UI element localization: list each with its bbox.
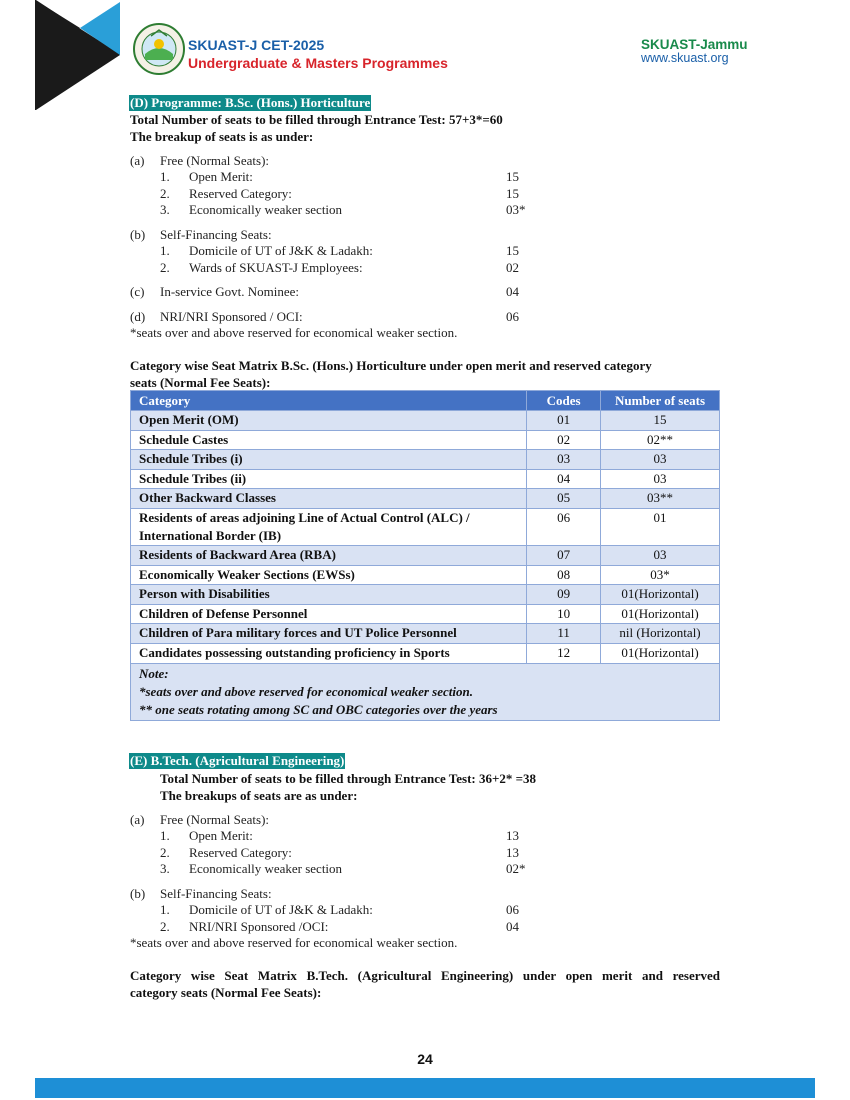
d-free-value-3: 03* xyxy=(506,202,526,217)
row-seats: 01(Horizontal) xyxy=(601,604,720,624)
d-matrix-title-line-2: seats (Normal Fee Seats): xyxy=(130,375,271,390)
d-inservice-title: In-service Govt. Nominee: xyxy=(160,284,299,299)
row-category: Schedule Tribes (ii) xyxy=(131,469,527,489)
table-row xyxy=(131,565,720,585)
row-seats: 03* xyxy=(601,565,720,585)
table-row xyxy=(131,604,720,624)
row-category: Children of Defense Personnel xyxy=(131,604,527,624)
row-seats: 03** xyxy=(601,489,720,509)
table-row xyxy=(131,430,720,450)
row-category: Children of Para military forces and UT Police Personnel xyxy=(131,624,527,644)
d-nri-title: NRI/NRI Sponsored / OCI: xyxy=(160,309,303,324)
row-seats: 03 xyxy=(601,450,720,470)
table-row xyxy=(131,585,720,605)
header-title: SKUAST-J CET-2025 xyxy=(188,37,325,53)
e-free-title: Free (Normal Seats): xyxy=(160,812,270,827)
d-free-item-2: Reserved Category: xyxy=(189,186,292,201)
e-free-value-2: 13 xyxy=(506,845,519,860)
row-code: 11 xyxy=(527,624,601,644)
footer-bar xyxy=(35,1078,815,1098)
d-matrix-title-line-1: Category wise Seat Matrix B.Sc. (Hons.) Horticulture under open merit and reserved category xyxy=(130,358,652,373)
e-free-item-3: Economically weaker section xyxy=(189,861,343,876)
e-free-item-1: Open Merit: xyxy=(189,828,253,843)
row-code: 01 xyxy=(527,411,601,431)
d-self-label: (b) xyxy=(130,227,146,242)
e-free-label: (a) xyxy=(130,812,145,827)
e-self-title: Self-Financing Seats: xyxy=(160,886,272,901)
e-self-value-2: 04 xyxy=(506,919,519,934)
row-code: 02 xyxy=(527,430,601,450)
d-self-item-2: Wards of SKUAST-J Employees: xyxy=(189,260,363,275)
section-d-breakup: The breakup of seats is as under: xyxy=(130,129,314,144)
row-seats: nil (Horizontal) xyxy=(601,624,720,644)
table-row xyxy=(131,450,720,470)
table-row xyxy=(131,411,720,431)
row-code: 07 xyxy=(527,545,601,565)
d-free-no-3: 3. xyxy=(160,202,170,217)
row-seats: 01(Horizontal) xyxy=(601,585,720,605)
e-free-value-3: 02* xyxy=(506,861,526,876)
row-category-line-2: International Border (IB) xyxy=(139,527,282,543)
d-free-value-2: 15 xyxy=(506,186,519,201)
table-note-row xyxy=(131,663,720,720)
row-seats: 03 xyxy=(601,545,720,565)
row-seats: 01(Horizontal) xyxy=(601,643,720,663)
row-category: Economically Weaker Sections (EWSs) xyxy=(131,565,527,585)
d-free-no-1: 1. xyxy=(160,169,170,184)
table-row xyxy=(131,489,720,509)
e-self-no-2: 2. xyxy=(160,919,170,934)
column-header-codes: Codes xyxy=(527,391,601,411)
row-code: 04 xyxy=(527,469,601,489)
e-free-value-1: 13 xyxy=(506,828,519,843)
d-free-item-3: Economically weaker section xyxy=(189,202,343,217)
d-free-no-2: 2. xyxy=(160,186,170,201)
note-title: Note: xyxy=(139,665,169,681)
row-category: Person with Disabilities xyxy=(131,585,527,605)
section-d-heading: (D) Programme: B.Sc. (Hons.) Horticulture xyxy=(130,95,371,110)
section-e-heading: (E) B.Tech. (Agricultural Engineering) xyxy=(130,753,345,768)
section-e-breakup: The breakups of seats are as under: xyxy=(160,788,358,803)
header-url-link[interactable]: www.skuast.org xyxy=(641,51,729,65)
section-d-total: Total Number of seats to be filled through Entrance Test: 57+3*=60 xyxy=(130,112,503,127)
row-seats: 15 xyxy=(601,411,720,431)
row-category: Schedule Tribes (i) xyxy=(131,450,527,470)
d-self-no-1: 1. xyxy=(160,243,170,258)
d-nri-value: 06 xyxy=(506,309,519,324)
e-free-no-2: 2. xyxy=(160,845,170,860)
header-subtitle: Undergraduate & Masters Programmes xyxy=(188,55,448,71)
e-self-no-1: 1. xyxy=(160,902,170,917)
row-seats: 02** xyxy=(601,430,720,450)
e-free-no-1: 1. xyxy=(160,828,170,843)
table-note xyxy=(131,663,720,720)
d-self-item-1: Domicile of UT of J&K & Ladakh: xyxy=(189,243,373,258)
row-category: Candidates possessing outstanding proficiency in Sports xyxy=(131,643,527,663)
d-footnote: *seats over and above reserved for economical weaker section. xyxy=(130,325,458,340)
horticulture-seat-matrix-table xyxy=(130,390,720,721)
row-category xyxy=(131,508,527,545)
row-category: Open Merit (OM) xyxy=(131,411,527,431)
row-code: 06 xyxy=(527,508,601,545)
d-free-item-1: Open Merit: xyxy=(189,169,253,184)
d-self-title: Self-Financing Seats: xyxy=(160,227,272,242)
e-free-item-2: Reserved Category: xyxy=(189,845,292,860)
e-footnote: *seats over and above reserved for economical weaker section. xyxy=(130,935,458,950)
page-number: 24 xyxy=(417,1051,433,1067)
e-free-no-3: 3. xyxy=(160,861,170,876)
corner-triangle-graphic xyxy=(0,0,122,110)
row-category-line-1: Residents of areas adjoining Line of Actual Control (ALC) / xyxy=(139,509,470,525)
note-line-1: *seats over and above reserved for economical weaker section. xyxy=(139,683,473,699)
d-self-value-2: 02 xyxy=(506,260,519,275)
row-code: 09 xyxy=(527,585,601,605)
table-row xyxy=(131,643,720,663)
table-row xyxy=(131,508,720,545)
row-category: Residents of Backward Area (RBA) xyxy=(131,545,527,565)
row-category: Other Backward Classes xyxy=(131,489,527,509)
table-row xyxy=(131,545,720,565)
e-self-item-2: NRI/NRI Sponsored /OCI: xyxy=(189,919,329,934)
note-line-2: ** one seats rotating among SC and OBC categories over the years xyxy=(139,701,498,717)
d-self-no-2: 2. xyxy=(160,260,170,275)
table-row xyxy=(131,624,720,644)
header-org: SKUAST-Jammu xyxy=(641,37,748,52)
row-category: Schedule Castes xyxy=(131,430,527,450)
e-matrix-title-line-2: category seats (Normal Fee Seats): xyxy=(130,985,322,1000)
row-code: 12 xyxy=(527,643,601,663)
d-free-label: (a) xyxy=(130,153,145,168)
d-nri-label: (d) xyxy=(130,309,146,324)
d-self-value-1: 15 xyxy=(506,243,519,258)
section-e-total: Total Number of seats to be filled through Entrance Test: 36+2* =38 xyxy=(160,771,537,786)
d-free-title: Free (Normal Seats): xyxy=(160,153,270,168)
table-header-row xyxy=(131,391,720,411)
column-header-category: Category xyxy=(131,391,527,411)
d-inservice-label: (c) xyxy=(130,284,145,299)
d-inservice-value: 04 xyxy=(506,284,519,299)
row-seats: 01 xyxy=(601,508,720,545)
row-code: 05 xyxy=(527,489,601,509)
row-code: 03 xyxy=(527,450,601,470)
e-self-value-1: 06 xyxy=(506,902,519,917)
d-free-value-1: 15 xyxy=(506,169,519,184)
e-self-label: (b) xyxy=(130,886,146,901)
row-code: 08 xyxy=(527,565,601,585)
university-seal-logo xyxy=(133,22,185,76)
column-header-seats: Number of seats xyxy=(601,391,720,411)
row-seats: 03 xyxy=(601,469,720,489)
e-matrix-title-line-1: Category wise Seat Matrix B.Tech. (Agricultural Engineering) under open merit and reserved xyxy=(130,968,720,983)
e-self-item-1: Domicile of UT of J&K & Ladakh: xyxy=(189,902,373,917)
row-code: 10 xyxy=(527,604,601,624)
table-row xyxy=(131,469,720,489)
